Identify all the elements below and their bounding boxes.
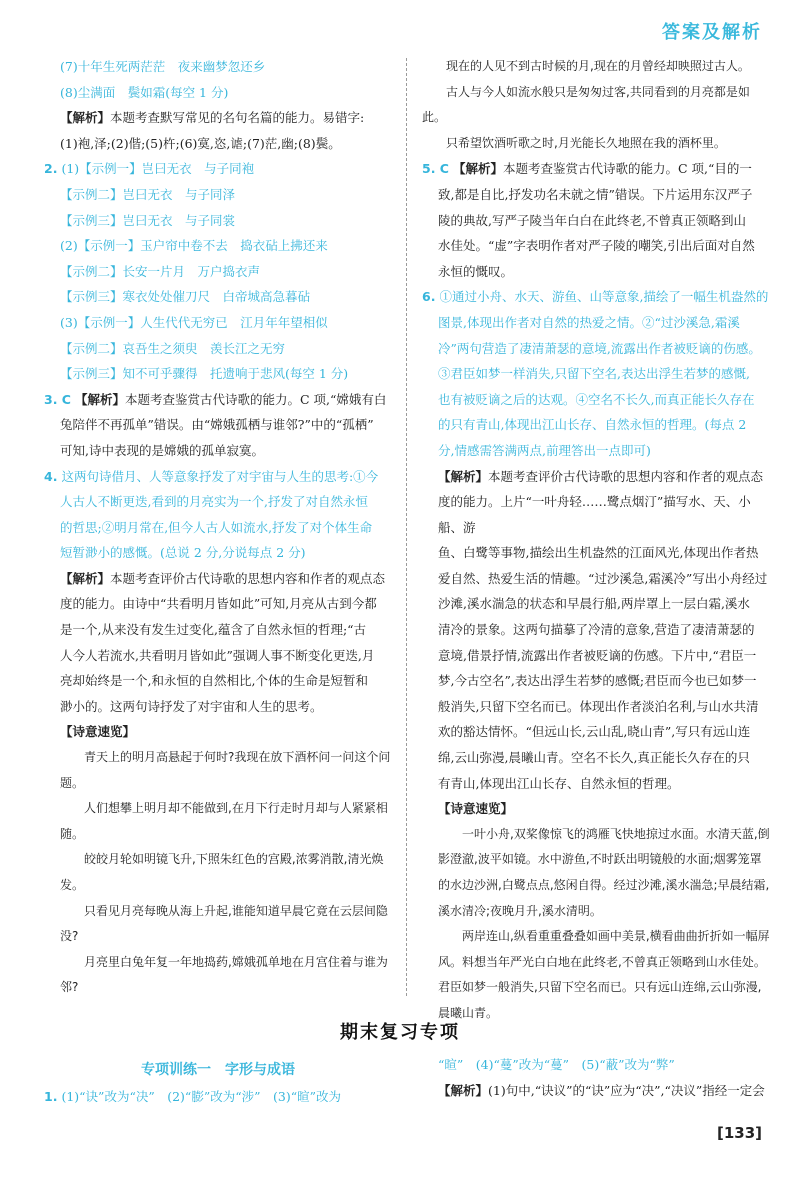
analysis-line: 爱自然、热爱生活的情趣。“过沙溪急,霜溪冷”写出小舟经过 xyxy=(438,570,768,586)
bottom-right-block xyxy=(422,1052,770,1103)
question-number: 1. xyxy=(44,1088,58,1104)
bottom-left-block xyxy=(44,1052,392,1109)
analysis-line: 渺小的。这两句诗抒发了对宇宙和人生的思考。 xyxy=(60,698,323,714)
answer-line: 人古人不断更迭,看到的月亮实为一个,抒发了对自然永恒 xyxy=(60,494,368,510)
practice-subtitle-topic: 字形与成语 xyxy=(225,1062,295,1078)
question-5-answer xyxy=(422,156,770,182)
answer-line: ①通过小舟、水天、游鱼、山等意象,描绘了一幅生机盎然的 xyxy=(439,289,769,305)
page-number: [133] xyxy=(716,1124,762,1142)
analysis-line: 意境,借景抒情,流露出作者被贬谪的伤感。下片中,“君臣一 xyxy=(438,647,757,663)
answer-line: 【示例三】知不可乎骤得 托遗响于悲风(每空 1 分) xyxy=(60,366,349,382)
answer-line: (2)【示例一】玉户帘中卷不去 捣衣砧上拂还来 xyxy=(60,238,328,254)
answer-line: 的只有青山,体现出江山长存、自然永恒的哲理。(每点 2 xyxy=(438,417,747,433)
translation-paragraph: 月亮里白兔年复一年地捣药,嫦娥孤单地在月宫住着与谁为邻? xyxy=(60,954,388,995)
analysis-paragraph xyxy=(44,566,392,592)
analysis-text: 本题考查默写常见的名句名篇的能力。易错字: xyxy=(110,110,365,126)
answer-line: 的哲思;②明月常在,但今人古人如流水,抒发了对个体生命 xyxy=(60,519,373,535)
answer-line: (1)“诀”改为“决” (2)“膨”改为“涉” (3)“暄”改为 xyxy=(61,1088,341,1104)
answer-line: (7)十年生死两茫茫 夜来幽梦忽还乡 xyxy=(60,59,266,74)
analysis-line: 可知,诗中表现的是嫦娥的孤单寂寞。 xyxy=(60,442,264,458)
answer-line: “暄” (4)“蔓”改为“蔓” (5)“蔽”改为“弊” xyxy=(438,1057,675,1072)
analysis-paragraph xyxy=(422,1078,770,1104)
analysis-line: 是一个,从来没有发生过变化,蕴含了自然永恒的哲理;“古 xyxy=(60,622,367,638)
analysis-line: 亮却始终是一个,和永恒的自然相比,个体的生命是短暂和 xyxy=(60,673,368,689)
analysis-text: 本题考查鉴赏古代诗歌的能力。C 项,“嫦娥有白 xyxy=(125,391,387,407)
analysis-paragraph xyxy=(44,105,392,131)
answer-line: 图景,体现出作者对自然的热爱之情。②“过沙溪急,霜溪 xyxy=(438,314,740,330)
answer-line: (1)【示例一】岂曰无衣 与子同袍 xyxy=(61,161,255,177)
question-number: 4. xyxy=(44,468,58,484)
analysis-text: (1)句中,“诀议”的“诀”应为“决”,“决议”指经一定会 xyxy=(488,1082,765,1098)
question-number: 6. xyxy=(422,289,436,305)
question-number: 5. C xyxy=(422,161,449,177)
page-number-value: 133 xyxy=(723,1124,756,1142)
translation-paragraph: 青天上的明月高悬起于何时?我现在放下酒杯问一问这个问题。 xyxy=(60,750,391,790)
analysis-text: 本题考查评价古代诗歌的思想内容和作者的观点态 xyxy=(110,570,386,586)
analysis-tag: 【解析】 xyxy=(438,1082,489,1098)
analysis-line: 绵,云山弥漫,晨曦山青。空名不长久,真正能长久存在的只 xyxy=(438,750,750,766)
translation-paragraph: 现在的人见不到古时候的月,现在的月曾经却映照过古人。 xyxy=(446,59,750,73)
answer-line: 【示例二】岂曰无衣 与子同泽 xyxy=(60,186,236,202)
analysis-line: 有青山,体现出江山长存、自然永恒的哲理。 xyxy=(438,775,680,791)
analysis-tag: 【解析】 xyxy=(74,391,125,407)
practice-subtitle-number: 专项训练一 xyxy=(141,1062,211,1078)
analysis-line: 度的能力。上片“一叶舟轻……鹭点烟汀”描写水、天、小船、游 xyxy=(438,494,751,535)
answer-line: (8)尘满面 鬓如霜(每空 1 分) xyxy=(60,84,229,100)
translation-paragraph: 人们想攀上明月却不能做到,在月下行走时月却与人紧紧相随。 xyxy=(60,801,388,841)
analysis-line: 致,都是自比,抒发功名未就之情”错误。下片运用东汉严子 xyxy=(438,186,753,202)
analysis-paragraph xyxy=(422,464,770,490)
translation-paragraph: 皎皎月轮如明镜飞升,下照朱红色的宫殿,浓雾消散,清光焕发。 xyxy=(60,852,384,892)
analysis-line: (1)袍,泽;(2)偕;(5)杵;(6)寞,恣,谑;(7)茫,幽;(8)鬓。 xyxy=(60,135,341,151)
question-6-answer xyxy=(422,284,770,310)
answer-line: 冷”两句营造了凄清萧瑟的意境,流露出作者被贬谪的伤感。 xyxy=(438,340,761,356)
translation-paragraph: 一叶小舟,双桨像惊飞的鸿雁飞快地掠过水面。水清天蓝,倒影澄澈,波平如镜。水中游鱼,不时跃出明镜般的水面;烟雾笼罩的水边沙洲,白鹭点点,悠闲自得。经过沙滩,溪水湍急;早晨结霜,溪水清冷;夜晚月升,溪水清明。 xyxy=(438,826,770,918)
translation-paragraph: 两岸连山,纵看重重叠叠如画中美景,横看曲曲折折如一幅屏风。料想当年严光白白地在此终老,不曾真正领略到山水佳处。君臣如梦一般消失,只留下空名而已。只有远山连绵,云山弥漫,晨曦山青。 xyxy=(438,929,770,1020)
analysis-line: 度的能力。由诗中“共看明月皆如此”可知,月亮从古到今都 xyxy=(60,596,377,612)
analysis-text: 本题考查鉴赏古代诗歌的能力。C 项,“目的一 xyxy=(503,161,752,177)
analysis-line: 永恒的慨叹。 xyxy=(438,263,514,279)
answer-line: 【示例二】长安一片月 万户捣衣声 xyxy=(60,263,261,279)
question-3-answer xyxy=(44,387,392,413)
analysis-tag: 【解析】 xyxy=(452,161,503,177)
analysis-line: 鱼、白鹭等事物,描绘出生机盎然的江面风光,体现出作者热 xyxy=(438,545,759,561)
section-header-title: 答案及解析 xyxy=(662,22,762,43)
poem-summary-heading: 【诗意速览】 xyxy=(60,724,136,740)
analysis-line: 人今人若流水,共看明月皆如此”强调人事不断变化更迭,月 xyxy=(60,647,375,663)
answer-line: 【示例三】寒衣处处催刀尺 白帝城高急暮砧 xyxy=(60,289,311,305)
analysis-line: 欢的豁达情怀。“但远山长,云山乱,晓山青”,写只有远山连 xyxy=(438,724,751,740)
question-number: 3. C xyxy=(44,391,71,407)
answer-line: 也有被贬谪之后的达观。④空名不长久,而真正能长久存在 xyxy=(438,391,755,407)
question-4-answer xyxy=(44,464,392,490)
answer-line: ③君臣如梦一样消失,只留下空名,表达出浮生若梦的感慨, xyxy=(438,366,750,382)
answer-line: 这两句诗借月、人等意象抒发了对宇宙与人生的思考:①今 xyxy=(61,468,379,484)
analysis-tag: 【解析】 xyxy=(438,468,489,484)
section-title: 期末复习专项 xyxy=(340,1022,460,1043)
translation-paragraph: 只看见月亮每晚从海上升起,谁能知道早晨它竟在云层间隐没? xyxy=(60,903,388,944)
answer-line: 分,情感需答满两点,前理答出一点即可) xyxy=(438,442,651,458)
analysis-line: 清冷的景象。这两句描摹了冷清的意象,营造了凄清萧瑟的 xyxy=(438,622,755,638)
analysis-line: 梦,今古空名”,表达出浮生若梦的感慨;君臣而今也已如梦一 xyxy=(438,673,757,689)
answer-line: 短暂渺小的感慨。(总说 2 分,分说每点 2 分) xyxy=(60,545,306,561)
question-number: 2. xyxy=(44,161,58,177)
analysis-line: 陵的典故,写严子陵当年白白在此终老,不曾真正领略到山 xyxy=(438,212,746,228)
question-2-answer xyxy=(44,156,392,182)
column-divider xyxy=(406,58,407,996)
analysis-line: 兔陪伴不再孤单”错误。由“嫦娥孤栖与谁邻?”中的“孤栖” xyxy=(60,417,374,433)
left-column xyxy=(44,54,392,1001)
answer-line: 【示例三】岂曰无衣 与子同裳 xyxy=(60,212,236,228)
practice-subtitle xyxy=(44,1058,392,1084)
analysis-tag: 【解析】 xyxy=(60,570,111,586)
practice-question-1 xyxy=(44,1084,392,1110)
answer-line: (3)【示例一】人生代代无穷已 江月年年望相似 xyxy=(60,314,328,330)
right-column xyxy=(422,54,770,1027)
analysis-tag: 【解析】 xyxy=(60,110,111,126)
translation-paragraph: 只希望饮酒听歌之时,月光能长久地照在我的酒杯里。 xyxy=(446,135,726,150)
analysis-line: 水佳处。“虚”字表明作者对严子陵的嘲笑,引出后面对自然 xyxy=(438,238,755,254)
analysis-text: 本题考查评价古代诗歌的思想内容和作者的观点态 xyxy=(488,468,764,484)
analysis-line: 沙滩,溪水湍急的状态和早晨行船,两岸罩上一层白霜,溪水 xyxy=(438,596,750,612)
translation-paragraph: 古人与今人如流水般只是匆匆过客,共同看到的月亮都是如此。 xyxy=(422,84,750,125)
answer-line: 【示例二】哀吾生之须臾 羡长江之无穷 xyxy=(60,340,286,356)
analysis-line: 般消失,只留下空名而已。体现出作者淡泊名利,与山水共清 xyxy=(438,698,759,714)
poem-summary-heading: 【诗意速览】 xyxy=(438,801,514,817)
